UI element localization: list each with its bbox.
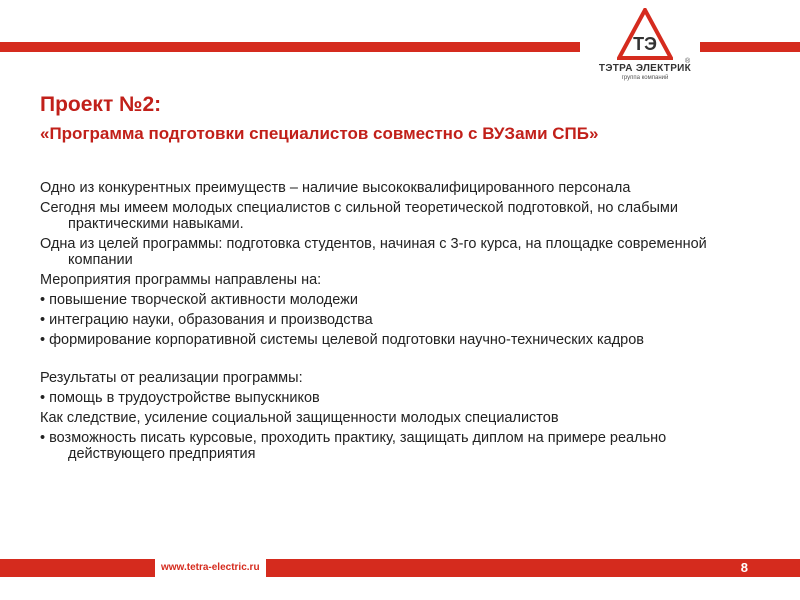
bullet-item: • формирование корпоративной системы целевой подготовки научно-технических кадров <box>40 332 645 348</box>
logo-registered-mark: ® <box>685 58 691 65</box>
top-accent-bar-right <box>700 42 800 52</box>
company-logo <box>590 8 700 80</box>
top-accent-bar <box>0 42 580 52</box>
footer-url-link[interactable]: www.tetra-electric.ru <box>155 559 266 577</box>
logo-triangle-icon <box>617 8 673 62</box>
logo-letters: ТЭ <box>633 34 657 54</box>
paragraph: Одно из конкурентных преимуществ – наличие высококвалифицированного персонала <box>40 180 631 196</box>
logo-company-name: ТЭТРА ЭЛЕКТРИК <box>598 63 692 74</box>
page-number: 8 <box>740 560 748 575</box>
body-text <box>40 180 740 466</box>
title-block <box>40 92 760 146</box>
paragraph: Одна из целей программы: подготовка студентов, начиная с 3-го курса, на площадке современной компании <box>40 236 707 268</box>
paragraph: Результаты от реализации программы: <box>40 370 303 386</box>
paragraph: Сегодня мы имеем молодых специалистов с сильной теоретической подготовкой, но слабыми практическими навыками. <box>40 200 678 232</box>
bullet-item: • повышение творческой активности молодежи <box>40 292 358 308</box>
paragraph: Как следствие, усиление социальной защищенности молодых специалистов <box>40 410 559 426</box>
footer-bar <box>0 559 800 577</box>
page-title: Проект №2: <box>40 93 162 116</box>
bullet-item: • помощь в трудоустройстве выпускников <box>40 390 320 406</box>
bullet-item: • возможность писать курсовые, проходить практику, защищать диплом на примере реально действующего предприятия <box>40 430 667 462</box>
logo-subtitle: группа компаний <box>621 75 669 81</box>
paragraph: Мероприятия программы направлены на: <box>40 272 322 288</box>
bullet-item: • интеграцию науки, образования и производства <box>40 312 373 328</box>
page-subtitle: «Программа подготовки специалистов совместно с ВУЗами СПБ» <box>40 124 599 143</box>
